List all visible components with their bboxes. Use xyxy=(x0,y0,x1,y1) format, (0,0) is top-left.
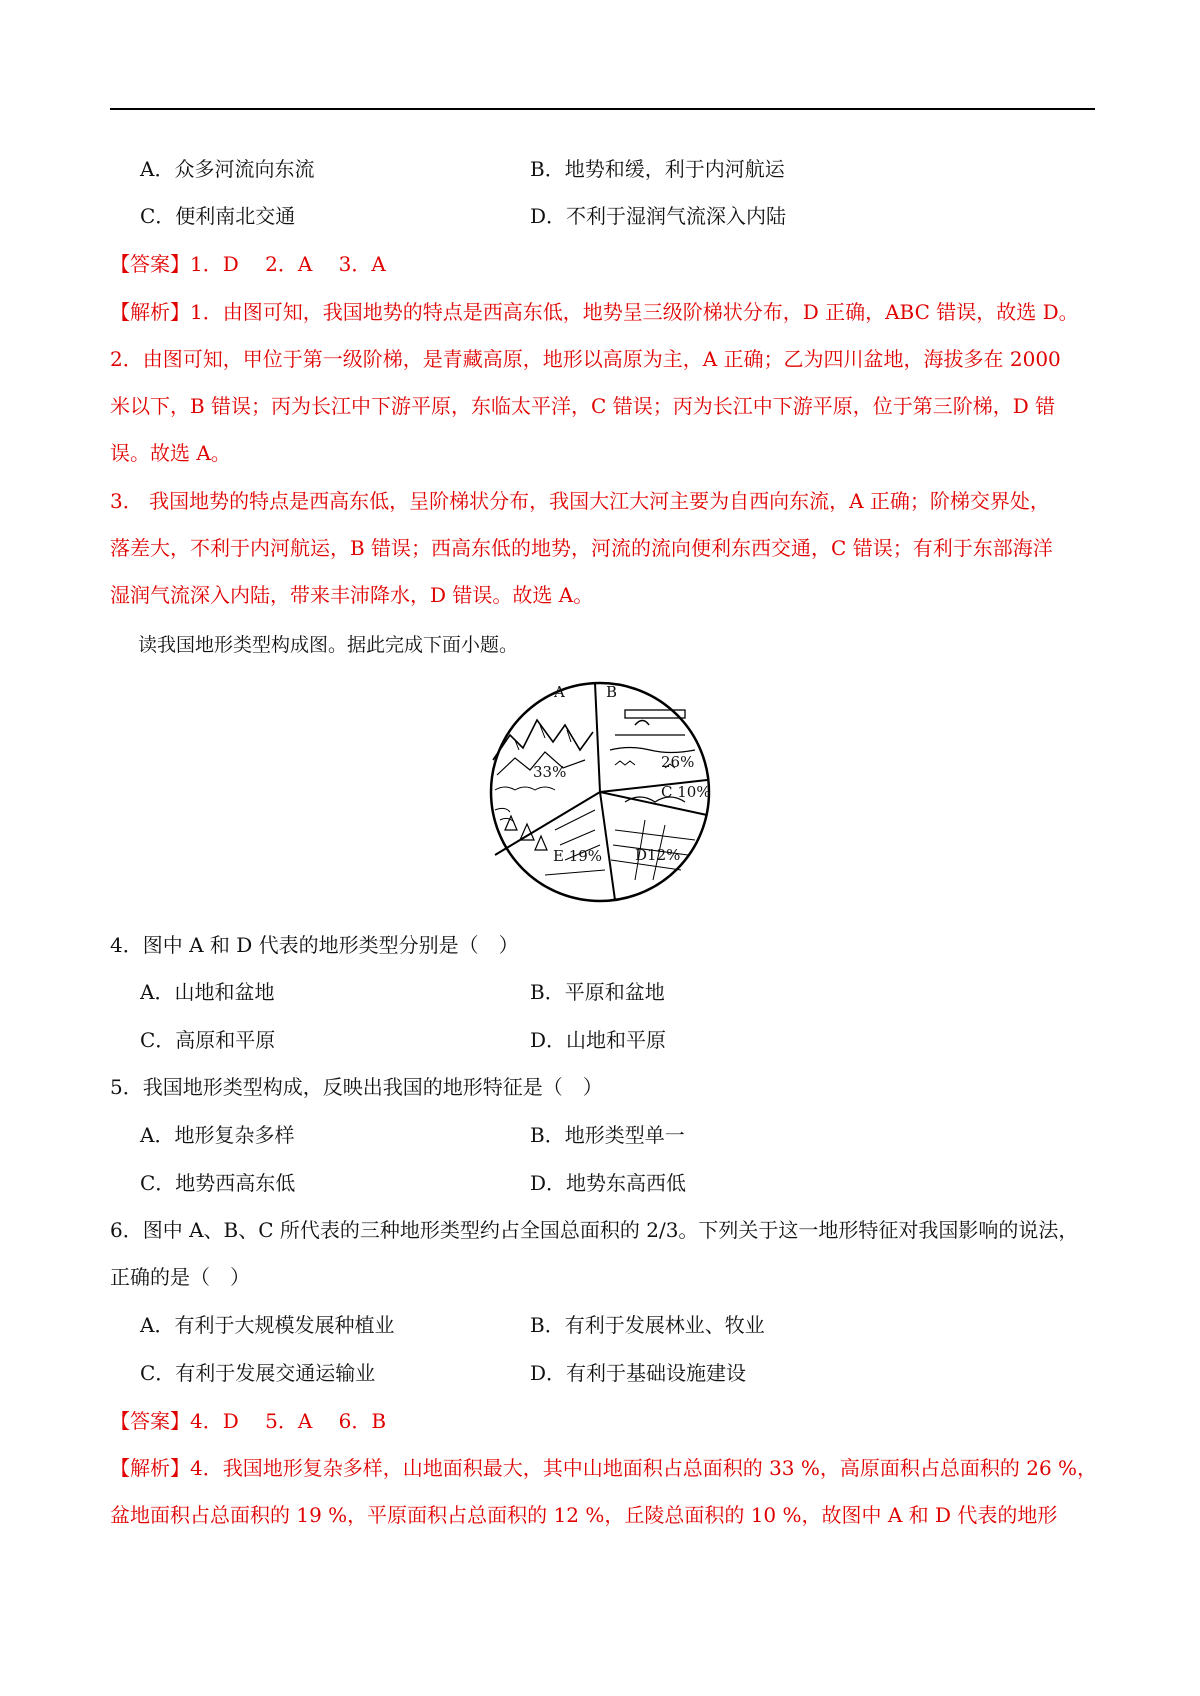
question-6-stem-line-2: 正确的是（ ） xyxy=(110,1265,250,1289)
analysis-line-6: 落差大，不利于内河航运，B 错误；西高东低的地势，河流的流向便利东西交通，C 错误；有利于东部海洋 xyxy=(110,536,1053,560)
question-6-stem-line-1: 6．图中 A、B、C 所代表的三种地形类型约占全国总面积的 2/3。下列关于这一地形特征对我国影响的说法， xyxy=(110,1218,1079,1242)
analysis-line-1: 【解析】1．由图可知，我国地势的特点是西高东低，地势呈三级阶梯状分布，D 正确，ABC 错误，故选 D。 xyxy=(110,300,1079,324)
sector-b-label: B xyxy=(606,683,618,701)
question-4-stem: 4．图中 A 和 D 代表的地形类型分别是（ ） xyxy=(110,933,519,957)
q4-option-d[interactable]: D．山地和平原 xyxy=(530,1028,667,1052)
header-rule xyxy=(110,108,1095,110)
intro-text: 读我国地形类型构成图。据此完成下面小题。 xyxy=(138,634,519,656)
analysis-line-5: 3． 我国地势的特点是西高东低，呈阶梯状分布，我国大江大河主要为自西向东流，A 正确；阶梯交界处， xyxy=(110,489,1050,513)
analysis-4-line-2: 盆地面积占总面积的 19 %，平原面积占总面积的 12 %，丘陵总面积的 10 %，故图中 A 和 D 代表的地形 xyxy=(110,1503,1058,1527)
question-5-stem: 5．我国地形类型构成，反映出我国的地形特征是（ ） xyxy=(110,1075,603,1099)
terrain-figure xyxy=(475,680,725,909)
option-d[interactable]: D．不利于湿润气流深入内陆 xyxy=(530,204,787,228)
option-a[interactable]: A．众多河流向东流 xyxy=(140,157,315,181)
sector-c-label: C 10% xyxy=(661,783,711,801)
answer-1-3: 【答案】1．D 2．A 3．A xyxy=(110,252,386,276)
answer-4-6: 【答案】4．D 5．A 6．B xyxy=(110,1409,387,1433)
analysis-line-7: 湿润气流深入内陆，带来丰沛降水，D 错误。故选 A。 xyxy=(110,583,594,607)
option-b[interactable]: B．地势和缓，利于内河航运 xyxy=(530,157,785,181)
q6-option-b[interactable]: B．有利于发展林业、牧业 xyxy=(530,1313,765,1337)
q4-option-c[interactable]: C．高原和平原 xyxy=(140,1028,276,1052)
q5-option-a[interactable]: A．地形复杂多样 xyxy=(140,1123,295,1147)
q6-option-c[interactable]: C．有利于发展交通运输业 xyxy=(140,1361,376,1385)
q4-option-a[interactable]: A．山地和盆地 xyxy=(140,980,275,1004)
q5-option-d[interactable]: D．地势东高西低 xyxy=(530,1171,687,1195)
q6-option-a[interactable]: A．有利于大规模发展种植业 xyxy=(140,1313,395,1337)
analysis-line-4: 误。故选 A。 xyxy=(110,441,231,465)
sector-a-percent: 33% xyxy=(533,763,567,781)
sector-a-label: A xyxy=(554,683,565,701)
analysis-4-line-1: 【解析】4．我国地形复杂多样，山地面积最大，其中山地面积占总面积的 33 %，高原面积占总面积的 26 %， xyxy=(110,1456,1098,1480)
q4-option-b[interactable]: B．平原和盆地 xyxy=(530,980,665,1004)
analysis-line-3: 米以下，B 错误；丙为长江中下游平原，东临太平洋，C 错误；丙为长江中下游平原，位于第三阶梯，D 错 xyxy=(110,394,1056,418)
q6-option-d[interactable]: D．有利于基础设施建设 xyxy=(530,1361,747,1385)
option-c[interactable]: C．便利南北交通 xyxy=(140,204,296,228)
sector-d-label: D12% xyxy=(635,846,681,864)
sector-b-percent: 26% xyxy=(661,753,695,771)
sector-e-label: E 19% xyxy=(553,847,603,865)
analysis-line-2: 2．由图可知，甲位于第一级阶梯，是青藏高原，地形以高原为主，A 正确；乙为四川盆地，海拔多在 2000 xyxy=(110,347,1061,371)
q5-option-b[interactable]: B．地形类型单一 xyxy=(530,1123,685,1147)
q5-option-c[interactable]: C．地势西高东低 xyxy=(140,1171,296,1195)
